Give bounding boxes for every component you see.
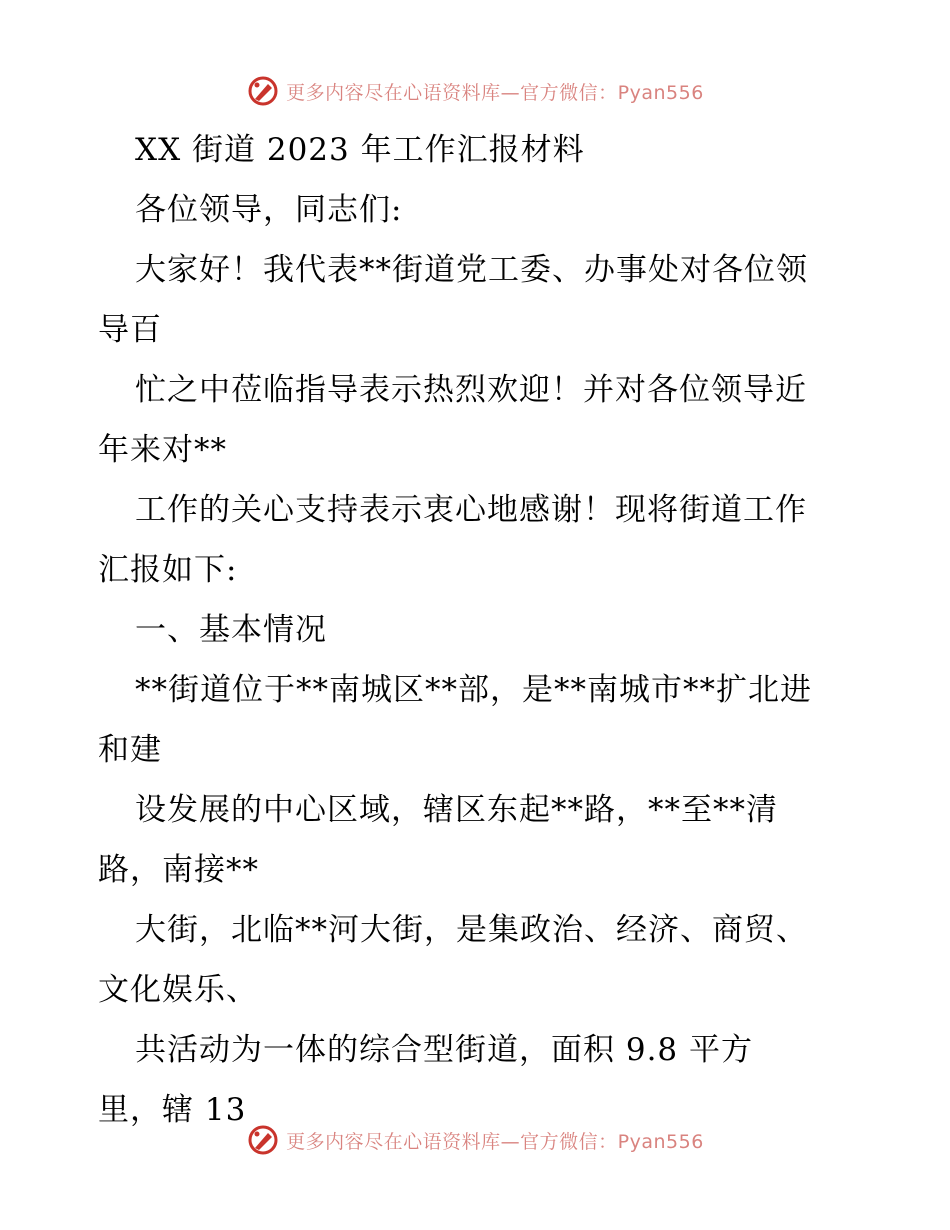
text-line: 大家好！我代表**街道党工委、办事处对各位领 bbox=[135, 252, 808, 288]
text-line: 和建 bbox=[98, 732, 162, 768]
text-line: 大街，北临**河大街，是集政治、经济、商贸、 bbox=[135, 912, 808, 948]
watermark-text: 更多内容尽在心语资料库—官方微信：Pyan556 bbox=[286, 1130, 704, 1153]
text-line: 各位领导，同志们: bbox=[135, 192, 403, 228]
text-line: XX 街道 2023 年工作汇报材料 bbox=[135, 132, 585, 168]
footer-watermark bbox=[0, 1120, 950, 1160]
text-line: 汇报如下: bbox=[98, 552, 238, 588]
text-line: 工作的关心支持表示衷心地感谢！现将街道工作 bbox=[135, 492, 807, 528]
pen-logo-icon bbox=[246, 1123, 280, 1157]
text-line: 年来对** bbox=[98, 432, 227, 468]
text-line: 一、基本情况 bbox=[135, 612, 327, 648]
document-body bbox=[98, 120, 858, 1140]
text-line: 忙之中莅临指导表示热烈欢迎！并对各位领导近 bbox=[135, 372, 807, 408]
text-line: 里，辖 13 bbox=[98, 1092, 247, 1128]
text-line: 路，南接** bbox=[98, 852, 259, 888]
text-line: 共活动为一体的综合型街道，面积 9.8 平方 bbox=[135, 1032, 754, 1068]
text-line: 文化娱乐、 bbox=[98, 972, 258, 1008]
pen-logo-icon bbox=[246, 74, 280, 108]
text-line: 设发展的中心区域，辖区东起**路，**至**清 bbox=[135, 792, 778, 828]
header-watermark bbox=[0, 71, 950, 111]
text-line: **街道位于**南城区**部，是**南城市**扩北进 bbox=[135, 672, 812, 708]
text-line: 导百 bbox=[98, 312, 162, 348]
watermark-text: 更多内容尽在心语资料库—官方微信：Pyan556 bbox=[286, 81, 704, 104]
